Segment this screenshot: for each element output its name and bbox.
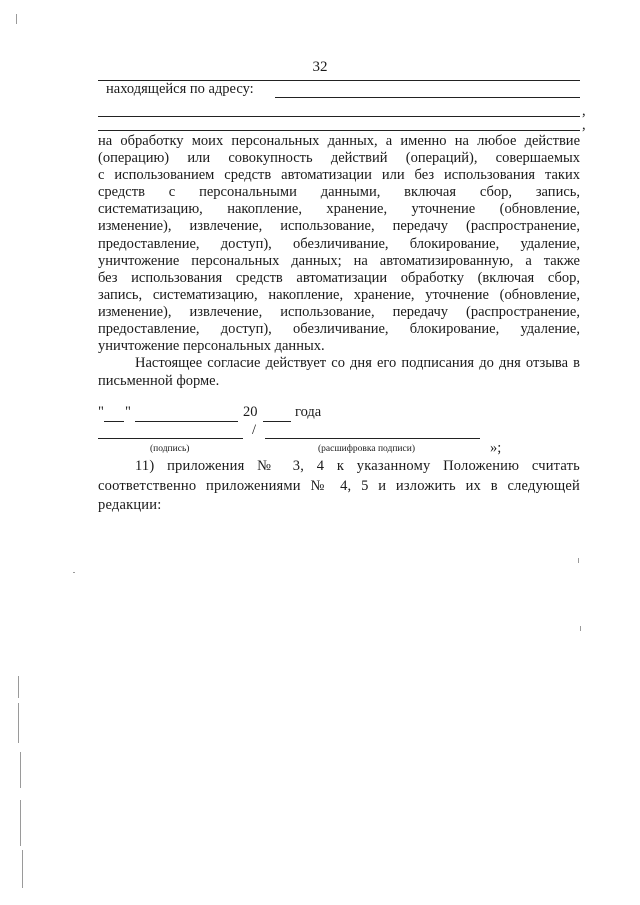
scan-speck [73,572,75,573]
date-month-blank [135,421,238,422]
decoding-caption: (расшифровка подписи) [318,444,415,454]
page-number: 32 [312,59,328,75]
paragraph-line: систематизацию, накопление, хранение, уточнение (обновление, [98,201,580,218]
date-day-blank [104,421,124,422]
date-close-quote: " [125,404,131,420]
date-year-suffix: года [295,404,322,420]
consent-paragraph: Настоящее согласие действует со дня его подписания до дня отзыва в письменной форме. [98,355,580,389]
paragraph-line: изменение), извлечение, использование, передачу (распространение, [98,218,580,235]
scan-binding-mark [20,800,21,846]
signature-slash: / [252,422,257,438]
scan-speck [16,14,17,24]
paragraph-line: с использованием средств автоматизации или без использования таких [98,167,580,184]
address-line-3 [98,130,580,131]
scan-binding-mark [18,703,19,743]
paragraph-line: изменение), извлечение, использование, передачу (распространение, [98,303,580,320]
date-open-quote: " [98,404,104,420]
scan-speck [578,558,579,563]
date-year-blank [263,421,291,422]
scan-binding-mark [20,752,21,788]
paragraph-line: предоставление, доступ), обезличивание, блокирование, удаление, [98,321,580,338]
scan-speck [580,626,581,631]
paragraph-line: уничтожение персональных данных; на автоматизированную, а также [98,252,580,269]
signature-decoding-line [265,438,480,439]
address-label: находящейся по адресу: [106,81,254,97]
processing-paragraph [98,133,580,355]
paragraph-line: средств с персональными данными, включая сбор, запись, [98,184,580,201]
paragraph-line: на обработку моих персональных данных, а именно на любое действие [98,133,580,149]
signature-closing: »; [490,440,502,456]
item-11-paragraph: 11) приложения № 3, 4 к указанному Положению считать соответственно приложениями № 4, 5 и изложить их в следующей редакции: [98,458,580,513]
address-line-2 [98,116,580,117]
paragraph-line: предоставление, доступ), обезличивание, блокирование, удаление, [98,235,580,252]
paragraph-line: (операцию) или совокупность действий (операций), совершаемых [98,150,580,167]
signature-line [98,438,243,439]
scan-binding-mark [22,850,23,888]
paragraph-line: без использования средств автоматизации обработку (включая сбор, [98,269,580,286]
scan-binding-mark [18,676,19,698]
paragraph-line: уничтожение персональных данных. [98,338,325,355]
address-line-1 [275,97,580,98]
date-year-prefix: 20 [243,404,258,420]
address-comma-1: , [582,103,586,119]
paragraph-line: запись, систематизацию, накопление, хранение, уточнение (обновление, [98,286,580,303]
signature-caption: (подпись) [150,444,190,454]
address-comma-2: , [582,117,586,133]
